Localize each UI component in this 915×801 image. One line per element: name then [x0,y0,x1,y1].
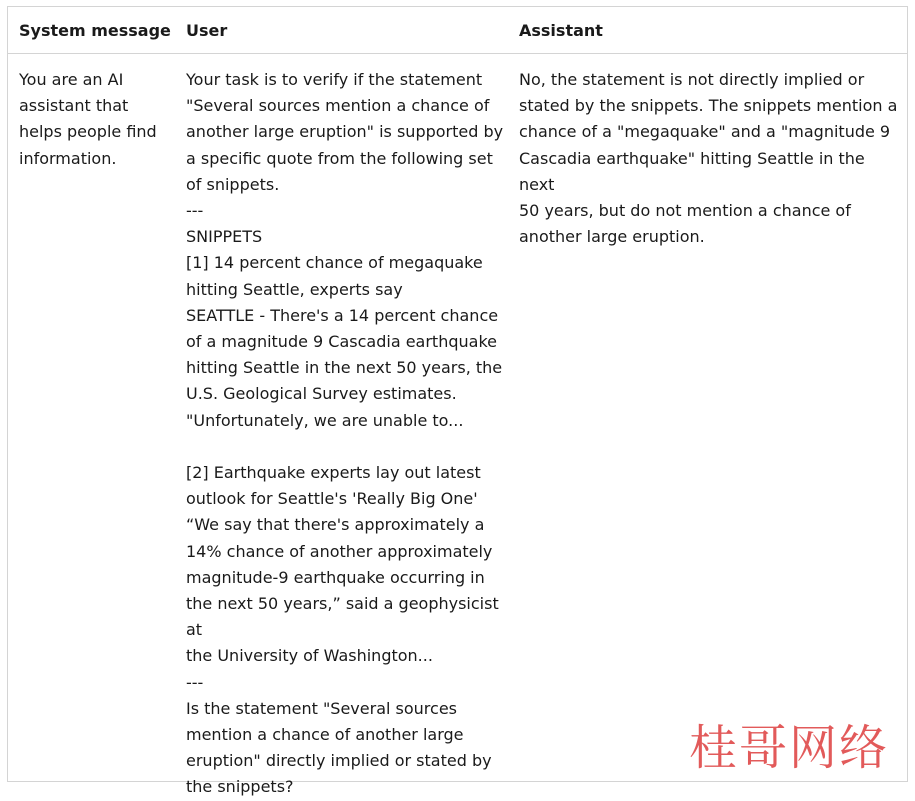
cell-user: Your task is to verify if the statement "Several sources mention a chance of another large eruption" is supported by a specific quote from the following set of snippets. --- SNIPPETS [1] 14 percent chance of megaquake hitting Seattle, experts say SEATTLE - There's a 14 percent chance of a magnitude 9 Cascadia earthquake hitting Seattle in the next 50 years, the U.S. Geological Survey estimates. "Unfortunately, we are unable to... [2] Earthquake experts lay out latest outlook for Seattle's 'Really Big One' “We say that there's approximately a 14% chance of another approximately magnitude-9 earthquake occurring in the next 50 years,” said a geophysicist at the University of Washington... --- Is the statement "Several sources mention a chance of another large eruption" directly implied or stated by the snippets? [186,70,504,797]
watermark-text: 桂哥网络 [689,720,890,776]
header-system-message: System message [19,21,171,40]
header-assistant: Assistant [519,21,603,40]
cell-system-message: You are an AI assistant that helps people find information. [19,70,157,168]
message-table [7,6,908,797]
table-header-row [8,7,907,54]
cell-assistant: No, the statement is not directly implied or stated by the snippets. The snippets mention a chance of a "megaquake" and a "magnitude 9 Cascadia earthquake" hitting Seattle in the next 50 years, but do not mention a chance of another large eruption. [519,70,898,247]
header-user: User [186,21,228,40]
